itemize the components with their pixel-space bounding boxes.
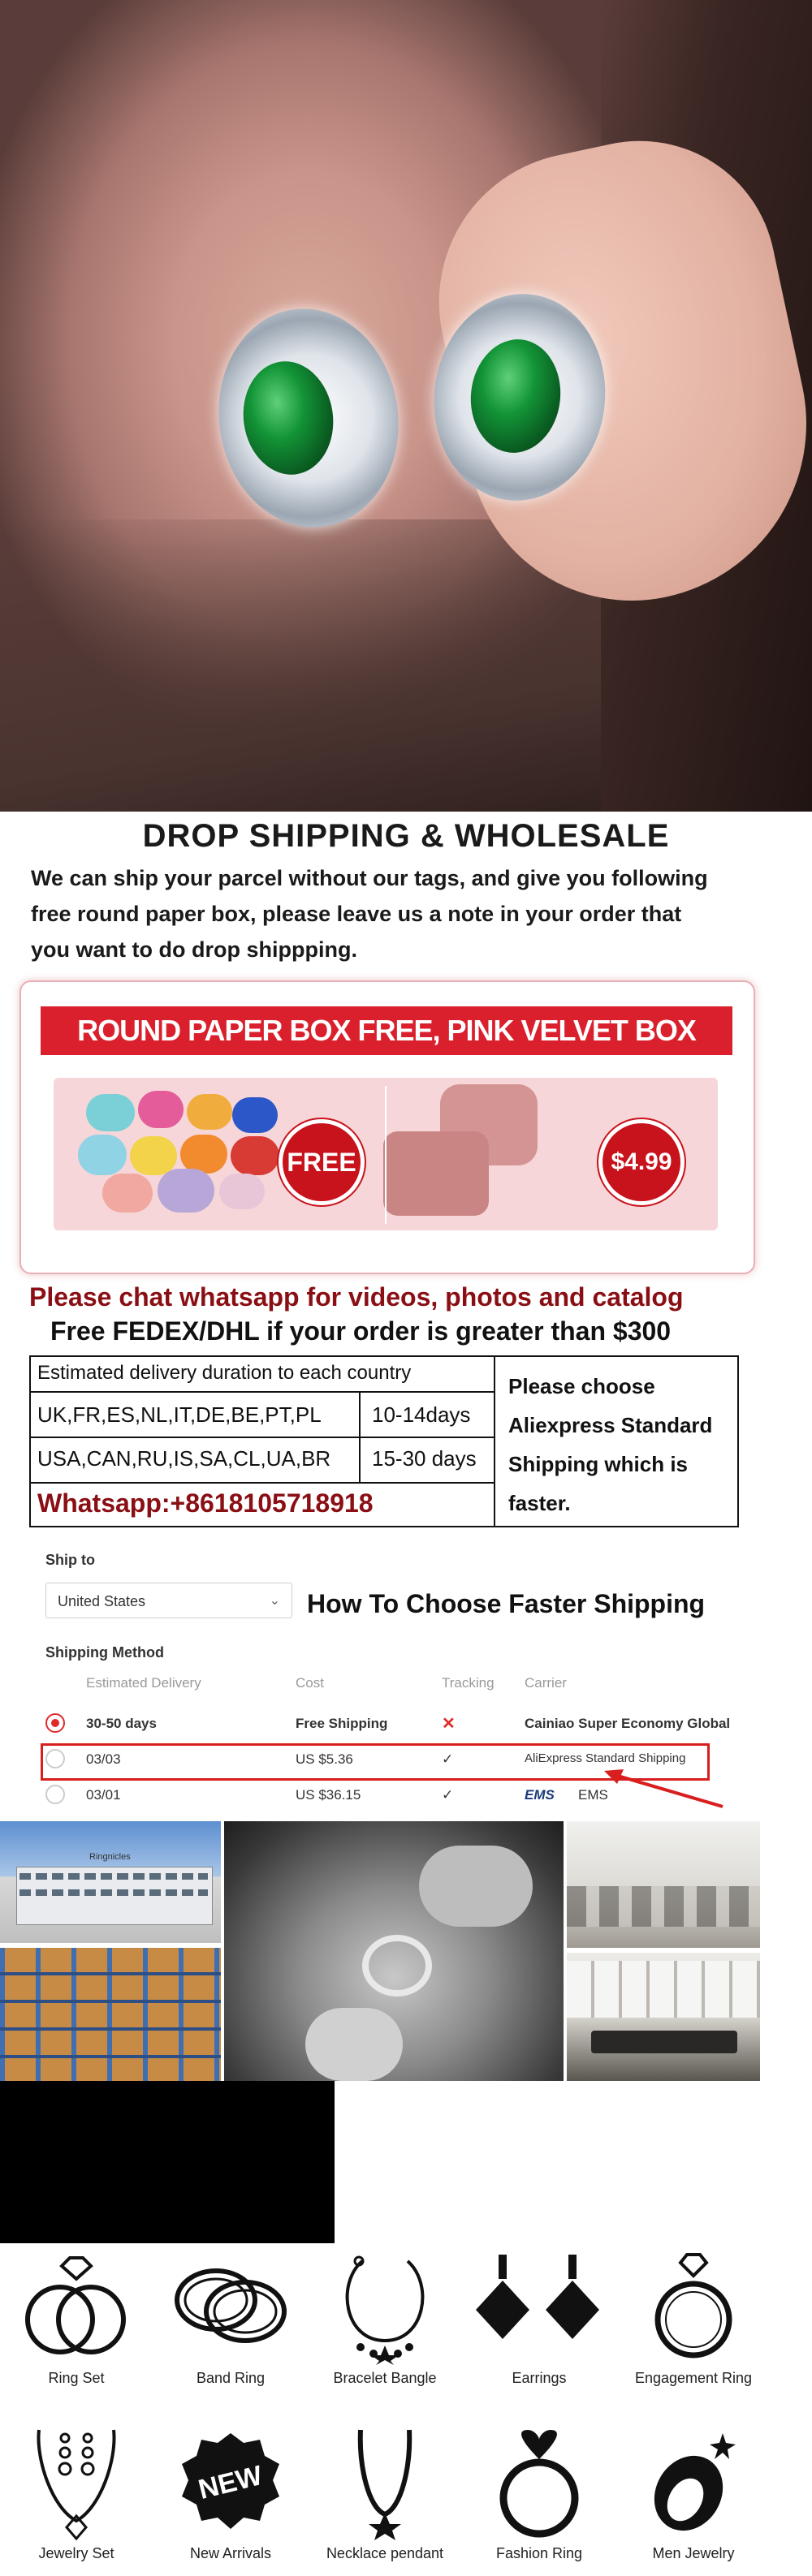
warehouse-photo (0, 1948, 221, 2081)
factory-building-photo (0, 1821, 221, 1943)
fashion-ring-icon (474, 2427, 604, 2540)
men-ring-icon (628, 2427, 758, 2540)
new-badge-text: NEW (195, 2459, 266, 2506)
category-earrings[interactable]: Earrings (466, 2251, 612, 2387)
meeting-room-photo (567, 1953, 760, 2081)
col-cost: Cost (296, 1675, 324, 1691)
black-block (0, 2081, 335, 2243)
shipping-option-row[interactable]: 03/01 US $36.15 ✓ EMS EMS (45, 1777, 736, 1813)
chevron-down-icon: ⌄ (269, 1594, 280, 1608)
jeweler-hands-photo (224, 1821, 564, 2081)
paper-box-image (86, 1094, 135, 1131)
bracelet-icon (320, 2251, 450, 2365)
other-countries: USA,CAN,RU,IS,SA,CL,UA,BR (37, 1446, 331, 1471)
other-days: 15-30 days (372, 1446, 477, 1471)
category-men-jewelry[interactable]: Men Jewelry (620, 2427, 767, 2562)
category-fashion-ring[interactable]: Fashion Ring (466, 2427, 612, 2562)
whatsapp-number[interactable]: Whatsapp:+8618105718918 (37, 1488, 374, 1518)
earrings-icon (474, 2251, 604, 2365)
category-bracelet[interactable]: Bracelet Bangle (312, 2251, 458, 2387)
factory-collage (0, 1821, 760, 2081)
category-band-ring[interactable]: Band Ring (158, 2251, 304, 2387)
new-badge-icon (166, 2427, 296, 2540)
radio-button[interactable] (45, 1713, 65, 1733)
ems-logo: EMS (525, 1787, 555, 1803)
necklace-icon (320, 2427, 450, 2540)
office-photo (567, 1821, 760, 1948)
category-ring-set[interactable]: Ring Set (3, 2251, 149, 2387)
whatsapp-promo-text: Please chat whatsapp for videos, photos and catalog (29, 1282, 684, 1312)
shipping-option-row[interactable]: 03/03 US $5.36 ✓ AliExpress Standard Shipping (45, 1742, 736, 1777)
shipping-method-label: Shipping Method (45, 1644, 164, 1661)
col-estimated-delivery: Estimated Delivery (86, 1675, 201, 1691)
delivery-table (29, 1355, 739, 1527)
delivery-table-header: Estimated delivery duration to each country (37, 1362, 412, 1384)
category-engagement-ring[interactable]: Engagement Ring (620, 2251, 767, 2387)
category-necklace[interactable]: Necklace pendant (312, 2427, 458, 2562)
band-ring-icon (166, 2251, 296, 2365)
jewelry-set-icon (11, 2427, 141, 2540)
ship-to-label: Ship to (45, 1552, 95, 1568)
radio-button[interactable] (45, 1785, 65, 1804)
drop-shipping-title: DROP SHIPPING & WHOLESALE (142, 818, 670, 854)
eu-days: 10-14days (372, 1402, 471, 1427)
drop-shipping-text: We can ship your parcel without our tags, and give you following free round paper box, please leave us a note in your order that you want to do drop shippping. (31, 866, 708, 962)
shipping-option-row[interactable]: 30-50 days Free Shipping ✕ Cainiao Super Economy Global (45, 1706, 736, 1742)
how-to-choose-title: How To Choose Faster Shipping (307, 1589, 706, 1618)
product-photo (0, 0, 812, 812)
cross-icon: ✕ (442, 1715, 456, 1733)
price-badge: $4.99 (603, 1123, 680, 1201)
eu-countries: UK,FR,ES,NL,IT,DE,BE,PT,PL (37, 1402, 322, 1427)
ring-set-icon (11, 2251, 141, 2365)
gift-box-banner: ROUND PAPER BOX FREE, PINK VELVET BOX (41, 1006, 732, 1055)
free-badge: FREE (283, 1123, 361, 1201)
col-tracking: Tracking (442, 1675, 495, 1691)
shipping-note: Please choose Aliexpress Standard Shipping which is faster. (508, 1374, 713, 1515)
category-jewelry-set[interactable]: Jewelry Set (3, 2427, 149, 2562)
check-icon: ✓ (442, 1751, 454, 1767)
category-new-arrivals[interactable]: NEW New Arrivals (158, 2427, 304, 2562)
engagement-ring-icon (628, 2251, 758, 2365)
country-select[interactable]: United States ⌄ (45, 1583, 292, 1618)
check-icon: ✓ (442, 1787, 454, 1803)
building-sign: Ringnicles (89, 1852, 131, 1862)
col-carrier: Carrier (525, 1675, 567, 1691)
free-shipping-text: Free FEDEX/DHL if your order is greater than $300 (50, 1316, 672, 1346)
red-arrow-icon (601, 1766, 731, 1815)
